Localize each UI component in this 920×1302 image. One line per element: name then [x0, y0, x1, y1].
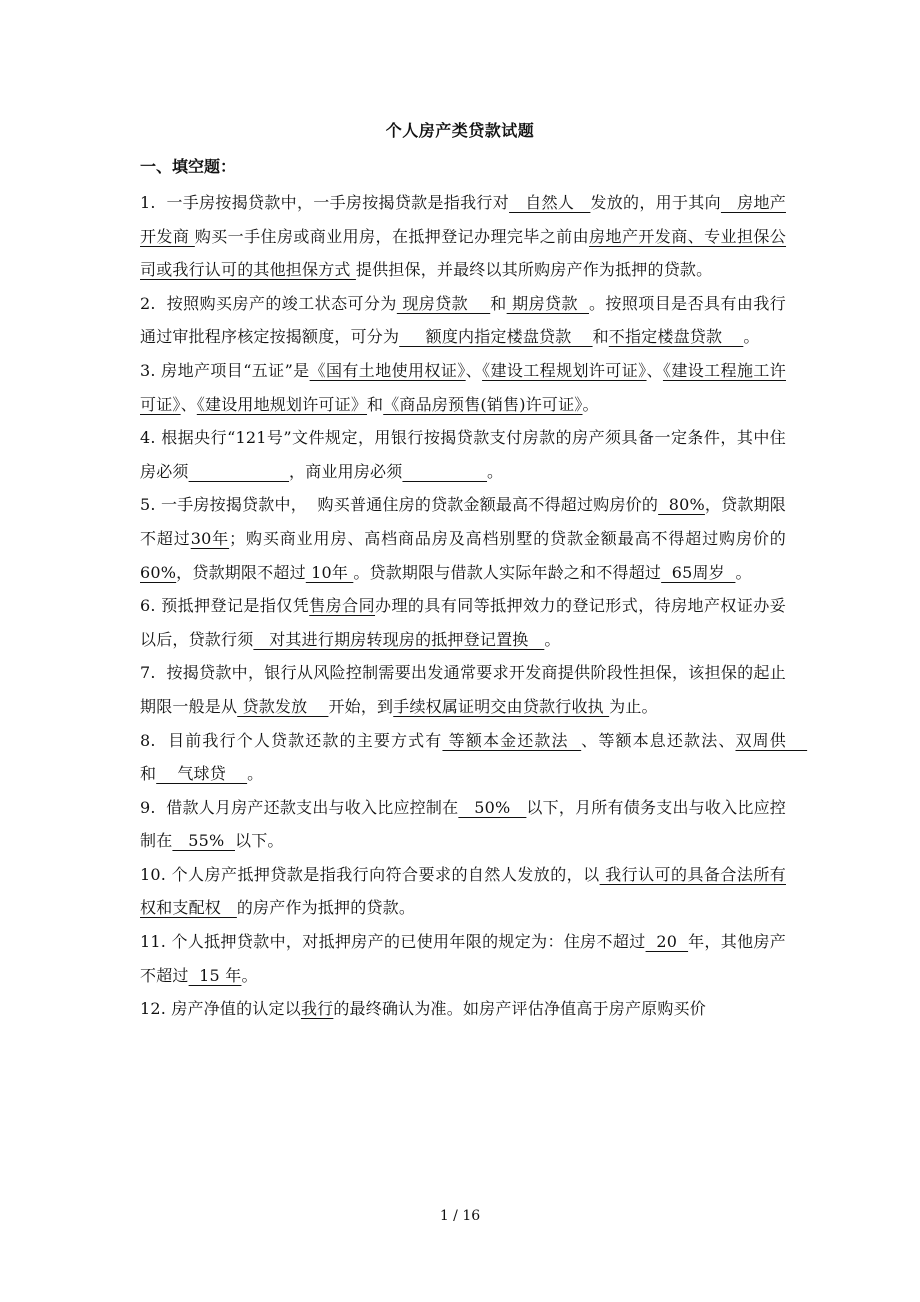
- answer-blank: 自然人: [509, 193, 591, 212]
- question-text: 、等额本息还款法、: [581, 730, 736, 750]
- question-text: 9. 借款人月房产还款支出与收入比应控制在: [140, 797, 459, 817]
- answer-blank: 60%: [140, 562, 177, 582]
- question-text: 。: [487, 461, 504, 481]
- question-text: 和: [490, 293, 507, 313]
- answer-blank: 期房贷款: [506, 293, 589, 313]
- question-text: 7. 按揭贷款中，银行从风险控制需要出发通常要求开发商提供阶段性担保，该担保的起止期限一般是从: [140, 663, 786, 716]
- answer-blank: 50%: [458, 797, 527, 817]
- answer-blank: 手续权属证明交由贷款行收执: [393, 696, 610, 716]
- question-text: 。: [544, 629, 561, 649]
- answer-blank: 15 年: [188, 965, 242, 985]
- question-text: ，商业用房必须: [289, 461, 403, 481]
- question-text: 。: [735, 562, 752, 582]
- question-text: ，贷款期限不超过: [140, 495, 786, 548]
- question-text: 购买一手住房或商业用房，在抵押登记办理完毕之前由: [194, 226, 590, 246]
- question-text: 12. 房产净值的认定以: [140, 999, 301, 1019]
- question-text: ；购买商业用房、高档商品房及高档别墅的贷款金额最高不得超过购房价的: [229, 528, 786, 548]
- question-text: 以下。: [235, 831, 284, 851]
- question-text: 。: [241, 965, 258, 985]
- question-text: 3. 房地产项目“五证”是: [140, 360, 310, 380]
- question-text: 。按照项目是否具有由我行通过审批程序核定按揭额度，可分为: [140, 293, 786, 347]
- question-text: 年，其他房产不超过: [140, 932, 787, 985]
- question-text: 和: [367, 394, 384, 414]
- question-text: 8. 目前我行个人贷款还款的主要方式有: [140, 730, 443, 750]
- answer-blank: 《商品房预售(销售)许可证》: [383, 394, 583, 414]
- question-text: 和: [140, 764, 157, 784]
- question-item: [140, 589, 786, 656]
- answer-blank: 《国有土地使用权证》: [309, 360, 466, 380]
- question-item: [140, 186, 786, 287]
- answer-blank: 贷款发放: [237, 696, 329, 716]
- answer-blank: 对其进行期房转现房的抵押登记置换: [253, 629, 545, 649]
- question-text: 以下，月所有债务支出与收入比应控制在: [140, 797, 786, 851]
- document-title: 个人房产类贷款试题: [385, 121, 535, 140]
- question-item: [140, 925, 786, 992]
- question-item: [140, 354, 786, 421]
- answer-blank: 30年: [190, 528, 230, 548]
- question-text: 。: [247, 764, 264, 784]
- question-item: [140, 488, 786, 589]
- answer-blank: 气球贷: [156, 764, 248, 784]
- answer-blank: 房地产开发商: [140, 193, 786, 246]
- answer-blank: 双周供: [735, 730, 808, 750]
- question-text: 、: [465, 360, 483, 380]
- answer-blank: 《建设用地规划许可证》: [196, 394, 368, 414]
- question-item: [140, 791, 786, 858]
- question-text: 为止。: [609, 696, 658, 716]
- question-text: 。: [743, 327, 760, 347]
- question-text: 和: [592, 327, 609, 347]
- question-text: 。: [582, 394, 599, 414]
- question-text: 1. 一手房按揭贷款中，一手房按揭贷款是指我行对: [140, 193, 510, 212]
- question-item: [140, 858, 786, 925]
- question-text: 的房产作为抵押的贷款。: [236, 898, 416, 918]
- question-item: [140, 287, 786, 354]
- question-text: 提供担保，并最终以其所购房产作为抵押的贷款。: [355, 260, 713, 280]
- question-text: 5. 一手房按揭贷款中， 购买普通住房的贷款金额最高不得超过购房价的: [140, 495, 659, 515]
- question-text: 4. 根据央行“121号”文件规定，用银行按揭贷款支付房款的房产须具备一定条件，其中住房必须: [140, 428, 786, 481]
- question-text: 2. 按照购买房产的竣工状态可分为: [140, 293, 397, 313]
- section-heading: 一、填空题：: [140, 157, 237, 176]
- answer-blank: [189, 462, 289, 481]
- question-text: 的最终确认为准。如房产评估净值高于房产原购买价: [333, 999, 706, 1019]
- answer-blank: 65周岁: [661, 562, 736, 582]
- answer-blank: 我行认可的具备合法所有权和支配权: [140, 864, 786, 918]
- question-list: [140, 186, 808, 1026]
- answer-blank: 额度内指定楼盘贷款: [399, 327, 593, 347]
- answer-blank: 房地产开发商、专业担保公司或我行认可的其他担保方式: [140, 226, 787, 280]
- answer-blank: 现房贷款: [396, 293, 491, 313]
- question-text: 办理的具有同等抵押效力的登记形式，待房地产权证办妥以后，贷款行须: [140, 596, 786, 649]
- question-text: 11. 个人抵押贷款中，对抵押房产的已使用年限的规定为：住房不超过: [140, 932, 646, 952]
- question-item: [140, 992, 786, 1026]
- question-text: 10. 个人房产抵押贷款是指我行向符合要求的自然人发放的，以: [140, 864, 600, 884]
- question-item: [140, 724, 808, 791]
- question-text: 6. 预抵押登记是指仅凭: [140, 596, 310, 616]
- question-text: 。贷款期限与借款人实际年龄之和不得超过: [353, 562, 662, 582]
- question-text: 、: [646, 360, 663, 380]
- question-text: 开始，到: [328, 696, 394, 716]
- page-number: 1 / 16: [439, 1208, 481, 1224]
- question-text: ，贷款期限不超过: [176, 562, 306, 582]
- answer-blank: 售房合同: [309, 596, 376, 616]
- question-item: [140, 421, 786, 488]
- answer-blank: 不指定楼盘贷款: [608, 327, 744, 347]
- question-text: 、: [180, 394, 197, 414]
- answer-blank: 10年: [305, 562, 354, 582]
- answer-blank: 20: [645, 932, 689, 952]
- answer-blank: 我行: [300, 999, 334, 1019]
- question-item: [140, 656, 786, 723]
- answer-blank: 《建设工程规划许可证》: [482, 360, 647, 380]
- answer-blank: 80%: [658, 495, 705, 515]
- answer-blank: 55%: [172, 831, 235, 851]
- answer-blank: 《建设工程施工许可证》: [140, 360, 786, 414]
- answer-blank: 等额本金还款法: [442, 730, 582, 750]
- answer-blank: [402, 462, 487, 481]
- question-text: 发放的，用于其向: [590, 193, 721, 212]
